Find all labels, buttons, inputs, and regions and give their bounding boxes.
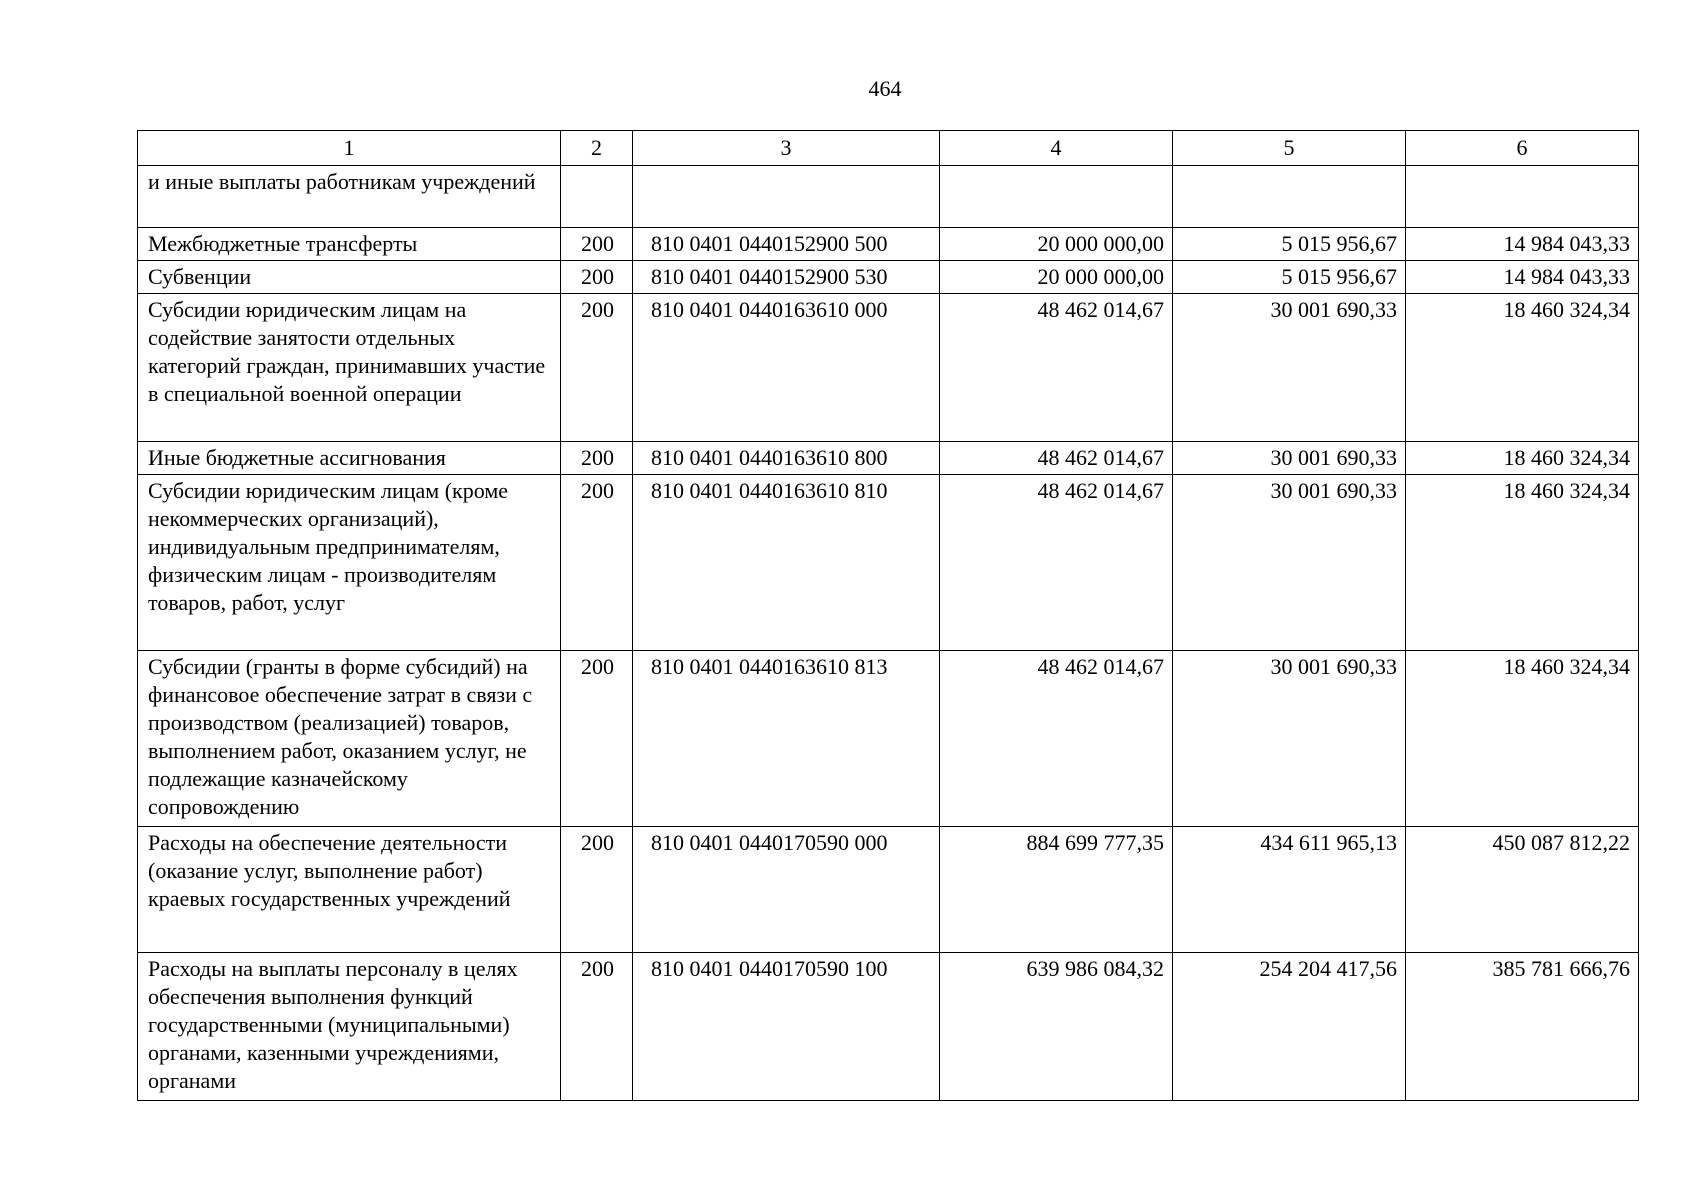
executed-amount: 434 611 965,13 — [1173, 827, 1406, 953]
header-col-4: 4 — [940, 131, 1173, 166]
row-code: 200 — [561, 442, 633, 475]
executed-amount: 30 001 690,33 — [1173, 442, 1406, 475]
row-name: Расходы на выплаты персоналу в целях обеспечения выполнения функций государственными (муниципальными) органами, казенными учреждениями, органами — [138, 953, 561, 1101]
table-row — [138, 953, 1639, 1101]
executed-amount: 254 204 417,56 — [1173, 953, 1406, 1101]
executed-amount: 30 001 690,33 — [1173, 475, 1406, 651]
header-col-5: 5 — [1173, 131, 1406, 166]
approved-amount: 20 000 000,00 — [940, 228, 1173, 261]
executed-amount — [1173, 166, 1406, 228]
budget-table — [137, 130, 1639, 1101]
budget-code: 810 0401 0440163610 800 — [633, 442, 940, 475]
approved-amount: 884 699 777,35 — [940, 827, 1173, 953]
table-row — [138, 294, 1639, 442]
row-code: 200 — [561, 475, 633, 651]
row-code: 200 — [561, 228, 633, 261]
remaining-amount: 450 087 812,22 — [1406, 827, 1639, 953]
remaining-amount: 385 781 666,76 — [1406, 953, 1639, 1101]
approved-amount: 639 986 084,32 — [940, 953, 1173, 1101]
approved-amount: 20 000 000,00 — [940, 261, 1173, 294]
remaining-amount: 14 984 043,33 — [1406, 261, 1639, 294]
budget-code: 810 0401 0440170590 100 — [633, 953, 940, 1101]
table-row — [138, 827, 1639, 953]
row-name: Расходы на обеспечение деятельности (оказание услуг, выполнение работ) краевых государственных учреждений — [138, 827, 561, 953]
budget-code: 810 0401 0440163610 000 — [633, 294, 940, 442]
row-code: 200 — [561, 294, 633, 442]
header-col-2: 2 — [561, 131, 633, 166]
budget-code: 810 0401 0440163610 810 — [633, 475, 940, 651]
table-row — [138, 166, 1639, 228]
executed-amount: 30 001 690,33 — [1173, 651, 1406, 827]
table-row — [138, 442, 1639, 475]
budget-code — [633, 166, 940, 228]
approved-amount: 48 462 014,67 — [940, 651, 1173, 827]
row-code: 200 — [561, 261, 633, 294]
header-col-3: 3 — [633, 131, 940, 166]
remaining-amount: 18 460 324,34 — [1406, 294, 1639, 442]
row-name: Межбюджетные трансферты — [138, 228, 561, 261]
remaining-amount: 18 460 324,34 — [1406, 475, 1639, 651]
table-row — [138, 261, 1639, 294]
budget-code: 810 0401 0440163610 813 — [633, 651, 940, 827]
row-name: Субвенции — [138, 261, 561, 294]
approved-amount: 48 462 014,67 — [940, 294, 1173, 442]
header-col-6: 6 — [1406, 131, 1639, 166]
remaining-amount — [1406, 166, 1639, 228]
table-header — [138, 131, 1639, 166]
row-name: Субсидии юридическим лицам (кроме некоммерческих организаций), индивидуальным предпринимателям, физическим лицам - производителям товаров, работ, услуг — [138, 475, 561, 651]
remaining-amount: 18 460 324,34 — [1406, 442, 1639, 475]
row-name: Иные бюджетные ассигнования — [138, 442, 561, 475]
budget-code: 810 0401 0440170590 000 — [633, 827, 940, 953]
row-name: Субсидии (гранты в форме субсидий) на финансовое обеспечение затрат в связи с производством (реализацией) товаров, выполнением работ, оказанием услуг, не подлежащие казначейскому сопровождению — [138, 651, 561, 827]
header-col-1: 1 — [138, 131, 561, 166]
row-name: и иные выплаты работникам учреждений — [138, 166, 561, 228]
table-row — [138, 475, 1639, 651]
approved-amount: 48 462 014,67 — [940, 475, 1173, 651]
budget-code: 810 0401 0440152900 500 — [633, 228, 940, 261]
page-number: 464 — [868, 76, 902, 101]
approved-amount — [940, 166, 1173, 228]
table-row — [138, 228, 1639, 261]
remaining-amount: 14 984 043,33 — [1406, 228, 1639, 261]
row-code — [561, 166, 633, 228]
executed-amount: 5 015 956,67 — [1173, 261, 1406, 294]
executed-amount: 5 015 956,67 — [1173, 228, 1406, 261]
header-row — [138, 131, 1639, 166]
row-code: 200 — [561, 651, 633, 827]
row-name: Субсидии юридическим лицам на содействие занятости отдельных категорий граждан, принимавших участие в специальной военной операции — [138, 294, 561, 442]
approved-amount: 48 462 014,67 — [940, 442, 1173, 475]
budget-code: 810 0401 0440152900 530 — [633, 261, 940, 294]
row-code: 200 — [561, 827, 633, 953]
table-row — [138, 651, 1639, 827]
executed-amount: 30 001 690,33 — [1173, 294, 1406, 442]
table-body — [138, 166, 1639, 1101]
row-code: 200 — [561, 953, 633, 1101]
remaining-amount: 18 460 324,34 — [1406, 651, 1639, 827]
